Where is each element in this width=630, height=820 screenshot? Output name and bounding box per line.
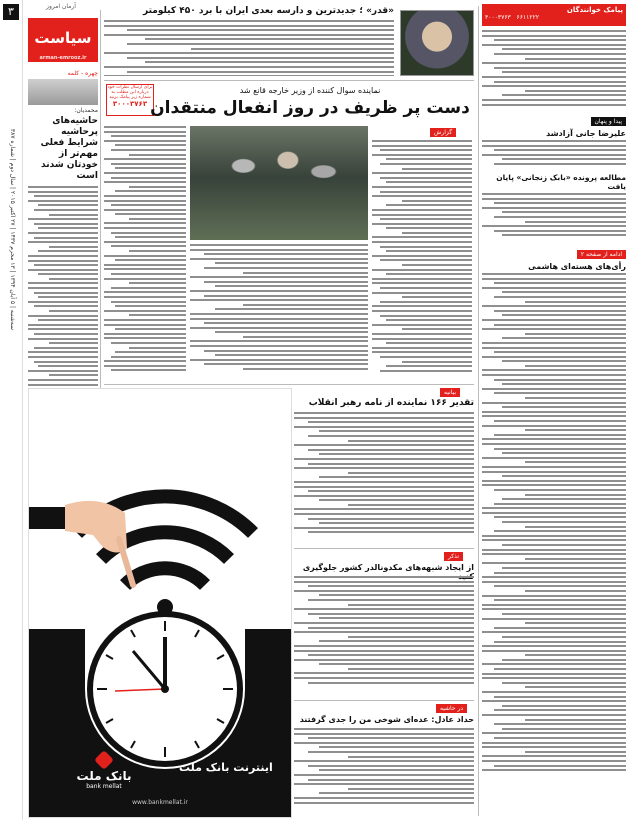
- masthead-date: سه‌شنبه | ۵ آبان ۱۳۹۴ | ۱۳ محرم ۱۴۳۷ | ۲۷ اکتبر ۲۰۱۵ | سال دوم | شماره ۳۸۷: [9, 128, 16, 330]
- ad-slogan: اینترنت بانک ملت: [179, 761, 273, 774]
- top-story-photo: [400, 10, 474, 76]
- page-number: ۳: [3, 4, 19, 20]
- reader-sms-phone: ۶۶۱۱۲۲۲: [516, 14, 540, 21]
- margin-note-body: [294, 728, 474, 814]
- margin-note-tag: در حاشیه: [436, 704, 467, 713]
- right-head-1: علیرضا جانی آزادشد: [546, 129, 626, 138]
- section-logo: [28, 3, 94, 17]
- sms-box: برای ارسال نظرات خود درباره این مطلب به شماره زیر پیامک بزنید ۳۰۰۰۳۷۶۳: [106, 84, 154, 116]
- left-col-kicker: محمدیان:: [74, 107, 98, 114]
- lead-headline: دست پر ظریف در روز انفعال منتقدان: [150, 98, 470, 118]
- bank-ad[interactable]: [28, 388, 292, 818]
- reader-sms-number: ۳۰۰۰۳۷۶۳: [485, 14, 511, 21]
- left-col-tag: چهره - کلمه: [67, 70, 98, 77]
- lead-kicker: نماینده سوال کننده از وزیر خارجه قانع شد: [239, 86, 381, 95]
- left-col-photo: [28, 79, 98, 105]
- bank-name-en: bank mellat: [86, 783, 122, 790]
- reminder-tag: تذکر: [444, 552, 463, 561]
- section-title-bar: [28, 18, 98, 62]
- lead-body-left: [104, 126, 186, 376]
- statement-headline: تقدیر ۱۶۶ نماینده از نامه رهبر انقلاب: [308, 398, 474, 408]
- top-story: [104, 6, 474, 78]
- bank-logo: [69, 753, 139, 790]
- left-col-headline: حاشیه‌های پرحاشیه شرایط فعلی مهم‌تر از خودتان شدند است: [40, 116, 98, 181]
- bank-logo-mark: [94, 750, 114, 770]
- site-url: arman-emrooz.ir: [39, 55, 87, 61]
- margin-note-headline: حداد عادل: عده‌ای شوخی من را جدی گرفتند: [299, 715, 474, 724]
- lead-body-mid: [190, 244, 368, 380]
- statement-body: [294, 412, 474, 544]
- reader-sms-title: پیامک خوانندگان: [566, 6, 623, 14]
- right-tag-2: ادامه از صفحه ۲: [577, 250, 626, 259]
- lead-photo: [190, 126, 368, 240]
- lead-body-right: [372, 140, 472, 380]
- section-title: سیاست: [34, 29, 92, 47]
- right-head-2: مطالعه پرونده «بابک زنجانی» پایان یافت: [496, 173, 626, 191]
- reminder-headline: از ایجاد شبهه‌های مکدونالدر کشور جلوگیری: [302, 563, 474, 572]
- lead-byline-tag: گزارش: [430, 128, 456, 137]
- masthead-strip: [0, 0, 23, 820]
- reader-sms-box: [482, 4, 626, 26]
- statement-tag: بیانیه: [440, 388, 460, 397]
- top-story-headline: «قدر» ؛ جدیدترین و دارسه بعدی ایران با برد ۴۵۰ کیلومتر: [143, 6, 394, 16]
- masthead-label: آرمان امروز: [46, 3, 76, 10]
- reminder-body: [294, 576, 474, 696]
- right-column: [482, 4, 626, 816]
- bank-name-fa: بانک ملت: [76, 769, 132, 783]
- sms-number: ۳۰۰۰۳۷۶۳: [112, 100, 148, 108]
- right-head-3: رأی‌های هسته‌ای هاشمی: [528, 262, 626, 271]
- ad-url[interactable]: www.bankmellat.ir: [132, 799, 188, 806]
- right-tag-1: پیدا و پنهان: [591, 117, 627, 126]
